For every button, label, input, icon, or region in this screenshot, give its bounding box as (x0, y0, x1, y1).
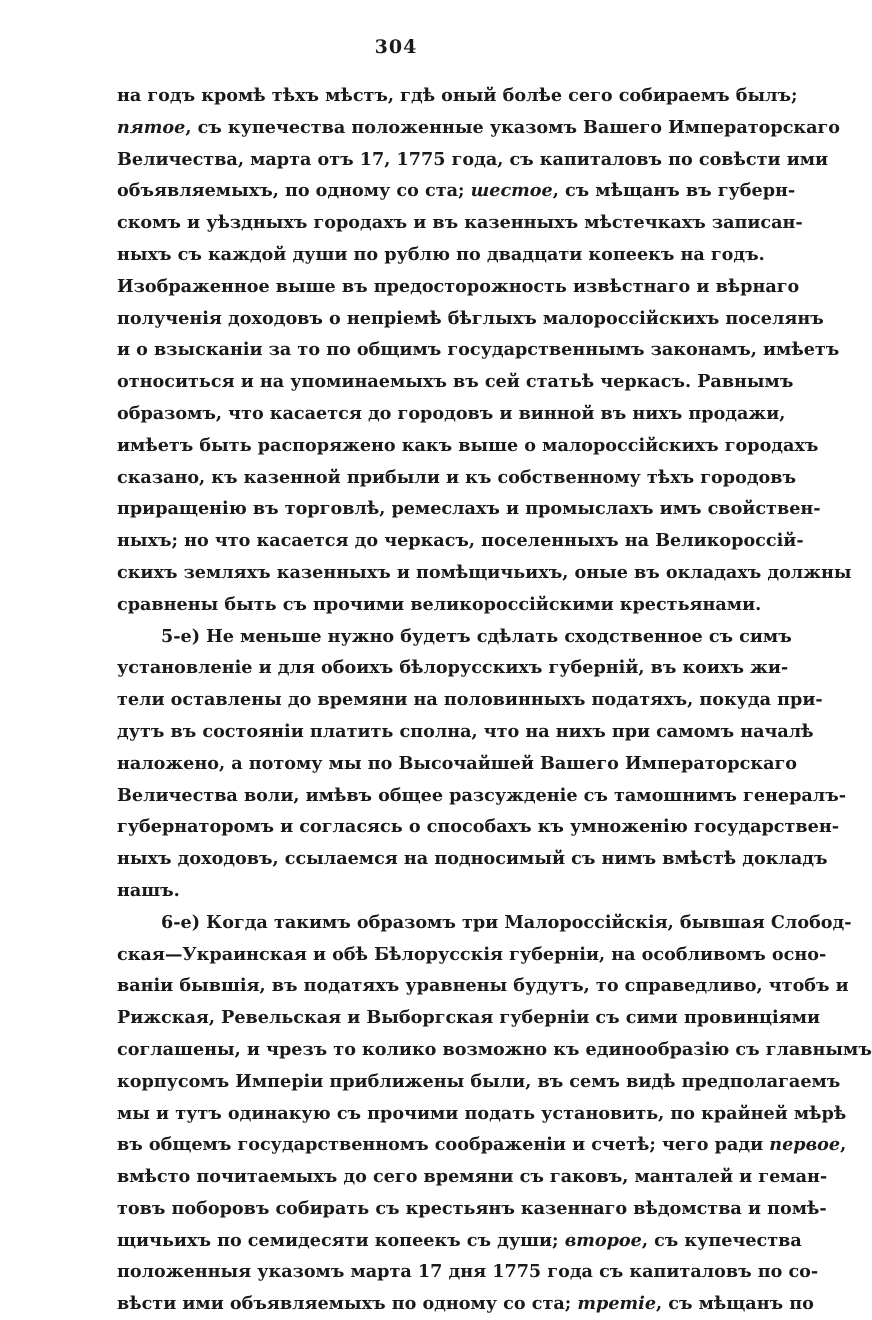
italic-segment: второе (564, 1229, 642, 1251)
text-line: мы и тутъ одинакую съ прочими подать установить, по крайней мѣрѣ (117, 1102, 847, 1124)
text-line: нашъ. (117, 879, 180, 901)
text-segment: объявляемыхъ, по одному со ста; (117, 180, 471, 202)
page-number: 304 (374, 36, 418, 58)
italic-segment: первое (769, 1134, 841, 1156)
text-line: 6-е) Когда такимъ образомъ три Малороссійскія, бывшая Слобод- (161, 911, 852, 933)
text-line: Величества воли, имѣвъ общее разсужденіе съ тамошнимъ генералъ- (117, 784, 846, 806)
text-line: скомъ и уѣздныхъ городахъ и въ казенныхъ мѣстечкахъ записан- (117, 212, 803, 234)
italic-segment: шестое (470, 180, 553, 202)
paragraph-3 (117, 907, 872, 1320)
text-line (117, 112, 841, 144)
text-line (117, 1288, 814, 1320)
text-segment: , съ мѣщанъ въ губерн- (552, 180, 796, 202)
text-line: положенныя указомъ марта 17 дня 1775 года съ капиталовъ по со- (117, 1261, 819, 1283)
text-line: Изображенное выше въ предосторожность извѣстнаго и вѣрнаго (117, 275, 800, 297)
text-line: образомъ, что касается до городовъ и винной въ нихъ продажи, (117, 402, 786, 424)
text-segment: , (840, 1134, 847, 1156)
text-segment: вѣсти ими объявляемыхъ по одному со ста; (117, 1293, 578, 1315)
text-line: скихъ земляхъ казенныхъ и помѣщичьихъ, оные въ окладахъ должны (117, 561, 852, 583)
text-segment: , съ мѣщанъ по (656, 1293, 814, 1315)
text-line: ская—Украинская и обѣ Бѣлорусскія губерніи, на особливомъ осно- (117, 943, 827, 965)
text-line: и о взысканіи за то по общимъ государственнымъ законамъ, имѣетъ (117, 339, 840, 361)
text-line: вмѣсто почитаемыхъ до сего времяни съ гаковъ, манталей и геман- (117, 1166, 828, 1188)
text-line: соглашены, и чрезъ то колико возможно къ единообразію съ главнымъ (117, 1038, 872, 1060)
text-line (117, 1129, 847, 1161)
text-line: имѣетъ быть распоряжено какъ выше о малороссійскихъ городахъ (117, 434, 819, 456)
italic-segment: третіе (577, 1293, 657, 1315)
text-line: ныхъ; но что касается до черкасъ, поселенныхъ на Великороссій- (117, 530, 804, 552)
text-line: сказано, къ казенной прибыли и къ собственному тѣхъ городовъ (117, 466, 797, 488)
text-line: дутъ въ состояніи платить сполна, что на нихъ при самомъ началѣ (117, 720, 814, 742)
text-line (117, 1225, 802, 1257)
text-segment: въ общемъ государственномъ соображеніи и счетѣ; чего ради (117, 1134, 770, 1156)
italic-segment: пятое (117, 116, 186, 138)
text-line (117, 175, 796, 207)
text-line: корпусомъ Имперіи приближены были, въ семъ видѣ предполагаемъ (117, 1070, 841, 1092)
text-segment: , съ купечества (641, 1229, 802, 1251)
text-line: приращенію въ торговлѣ, ремеслахъ и промыслахъ имъ свойствен- (117, 498, 821, 520)
text-line: на годъ кромѣ тѣхъ мѣстъ, гдѣ оный болѣе сего собираемъ былъ; (117, 85, 798, 106)
text-line: сравнены быть съ прочими великороссійскими крестьянами. (117, 593, 762, 615)
text-line: губернаторомъ и согласясь о способахъ къ умноженію государствен- (117, 816, 840, 838)
paragraph-2 (117, 621, 846, 907)
text-line: наложено, а потому мы по Высочайшей Вашего Императорскаго (117, 752, 797, 774)
text-segment: щичьихъ по семидесяти копеекъ съ души; (117, 1229, 565, 1251)
text-line: ныхъ съ каждой души по рублю по двадцати копеекъ на годъ. (117, 243, 765, 265)
text-line: Величества, марта отъ 17, 1775 года, съ капиталовъ по совѣсти ими (117, 148, 829, 170)
paragraph-1 (117, 80, 852, 621)
text-line: товъ поборовъ собирать съ крестьянъ казеннаго вѣдомства и помѣ- (117, 1197, 827, 1219)
text-line: ныхъ доходовъ, ссылаемся на подносимый съ нимъ вмѣстѣ докладъ (117, 848, 828, 870)
text-line: тели оставлены до времяни на половинныхъ податяхъ, покуда при- (117, 689, 823, 711)
text-line: полученія доходовъ о непріемѣ бѣглыхъ малороссійскихъ поселянъ (117, 307, 824, 329)
text-line: ваніи бывшія, въ податяхъ уравнены будутъ, то справедливо, чтобъ и (117, 975, 849, 997)
text-line: Рижская, Ревельская и Выборгская губерніи съ сими провинціями (117, 1007, 821, 1029)
text-segment: , съ купечества положенные указомъ Вашего Императорскаго (185, 116, 841, 138)
text-line: 5-е) Не меньше нужно будетъ сдѣлать сходственное съ симъ (161, 625, 792, 647)
text-body (117, 80, 872, 1320)
text-line: относиться и на упоминаемыхъ въ сей статьѣ черкасъ. Равнымъ (117, 371, 794, 393)
text-line: установленіе и для обоихъ бѣлорусскихъ губерній, въ коихъ жи- (117, 657, 789, 679)
